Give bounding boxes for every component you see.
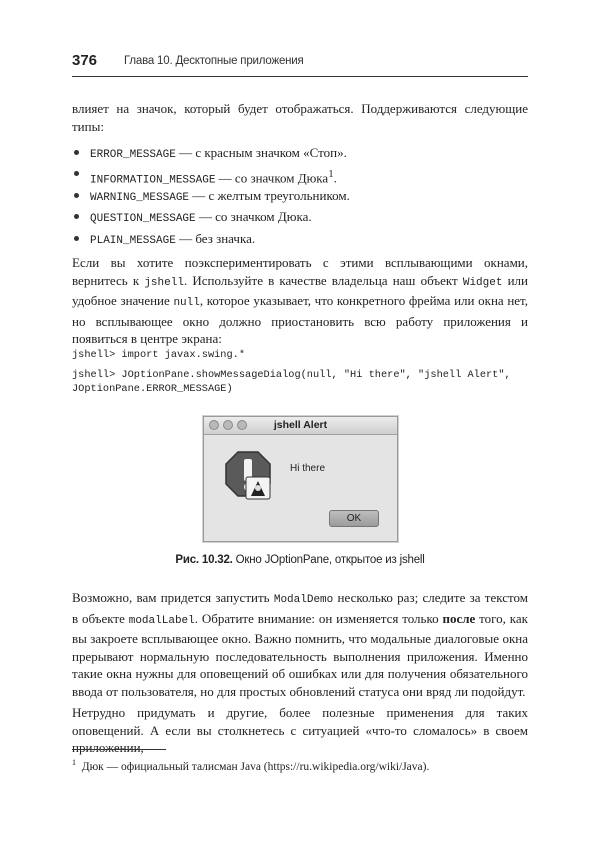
dialog-title: jshell Alert <box>273 419 328 431</box>
code-line: jshell> import javax.swing.* <box>72 349 246 361</box>
list-item: INFORMATION_MESSAGE — со значком Дюка$^1$. <box>72 165 528 186</box>
stop-sign-icon <box>224 450 272 500</box>
dialog-titlebar <box>204 417 397 435</box>
bullet-icon <box>74 236 79 241</box>
chapter-title: Глава 10. Десктопные приложения <box>124 55 304 67</box>
paragraph-jshell: Если вы хотите поэкспериментировать с этими всплывающими окнами, вернитесь к jshell. Используйте в качестве владельца наш объект Widget или удобное значение null, которое указывает, что конкретного фрейма или окна нет, но всплывающее окно должно приостановить всю работу приложения и появиться в центре экрана: <box>72 255 528 346</box>
bullet-icon <box>74 150 79 155</box>
paragraph-alerts: Нетрудно придумать и другие, более полезные применения для таких оповещений. А если вы столкнетесь с ситуацией «что-то сломалось» в своем приложении, <box>72 705 528 755</box>
message-type-list <box>72 144 528 251</box>
code-line: JOptionPane.ERROR_MESSAGE) <box>72 383 233 395</box>
code-line: jshell> JOptionPane.showMessageDialog(null, "Hi there", "jshell Alert", <box>72 369 511 381</box>
list-item: WARNING_MESSAGE — с желтым треугольником. <box>72 187 528 208</box>
footnote-divider <box>72 749 166 750</box>
bullet-icon <box>74 171 79 176</box>
footnote-ref: 1 <box>328 168 334 181</box>
list-item: PLAIN_MESSAGE — без значка. <box>72 230 528 251</box>
bullet-icon <box>74 193 79 198</box>
bullet-icon <box>74 214 79 219</box>
ok-button[interactable]: OK <box>329 510 379 527</box>
paragraph-modal: Возможно, вам придется запустить ModalDemo несколько раз; следите за текстом в объекте modalLabel. Обратите внимание: он изменяется только после того, как вы закроете всплывающее окно. Важно помнить, что модальные диалоговые окна прерывают нормальную последовательность выполнения приложения. Именно такие окна нужны для оповещений об ошибках или для получения обязательного ввода от пользователя, но для простых обновлений статуса они вряд ли подойдут. <box>72 590 528 699</box>
intro-paragraph: влияет на значок, который будет отображаться. Поддерживаются следующие типы: <box>72 101 528 134</box>
alert-dialog <box>203 416 398 542</box>
footnote: $^1$ Дюк — официальный талисман Java (https://ru.wikipedia.org/wiki/Java). <box>72 758 430 773</box>
page-header <box>72 50 528 77</box>
list-item: QUESTION_MESSAGE — со значком Дюка. <box>72 208 528 229</box>
dialog-message: Hi there <box>290 463 326 474</box>
figure-caption: Рис. 10.32. Окно JOptionPane, открытое из jshell <box>175 554 425 566</box>
page-number: 376 <box>72 52 98 69</box>
list-item: ERROR_MESSAGE — с красным значком «Стоп». <box>72 144 528 165</box>
